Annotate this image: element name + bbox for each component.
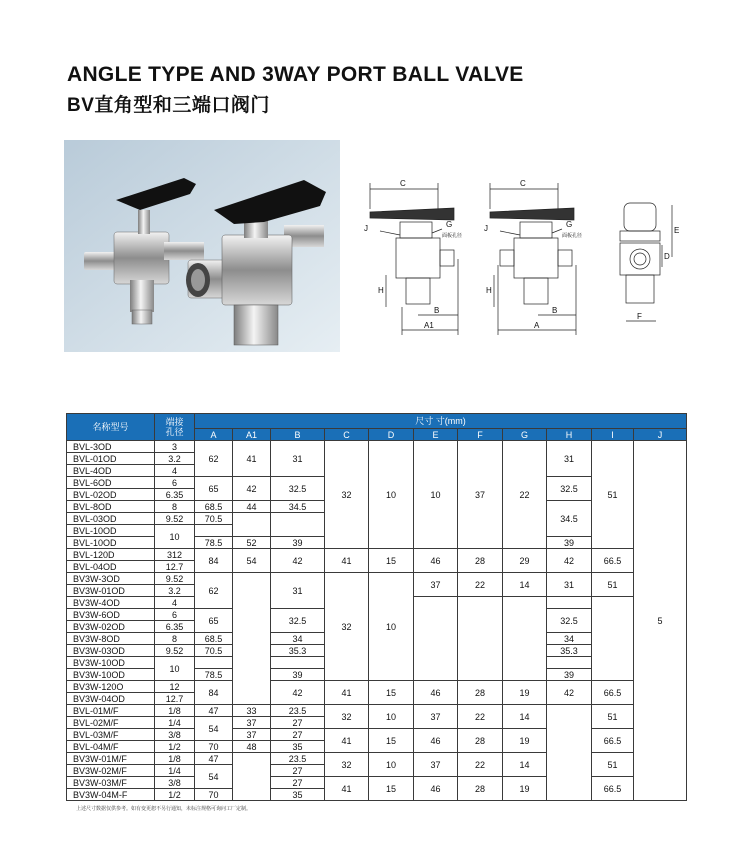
model-cell: BVL-02OD	[67, 489, 155, 501]
b-cell: 39	[271, 669, 325, 681]
port-cell: 3.2	[155, 453, 195, 465]
a-cell: 70.5	[195, 645, 233, 657]
b-cell: 35	[271, 741, 325, 753]
port-cell: 312	[155, 549, 195, 561]
c-cell: 32	[325, 753, 369, 777]
b-cell	[271, 513, 325, 537]
header-port-line1: 端接	[165, 417, 184, 427]
footnote: 上述尺寸数据仅供参考。如有变更恕不另行通知，未标注规格可询问工厂定制。	[76, 806, 252, 812]
dimension-drawings	[362, 175, 692, 345]
model-cell: BVL-04M/F	[67, 741, 155, 753]
j-cell: 5	[634, 441, 687, 801]
d-cell: 15	[369, 777, 414, 801]
model-cell: BVL-10OD	[67, 537, 155, 549]
i-cell: 66.5	[592, 729, 634, 753]
a-cell: 70.5	[195, 513, 233, 525]
e-cell: 46	[414, 777, 458, 801]
e-cell: 46	[414, 729, 458, 753]
model-cell: BVL-03OD	[67, 513, 155, 525]
i-cell: 51	[592, 573, 634, 597]
d-cell: 15	[369, 549, 414, 573]
model-cell: BVL-3OD	[67, 441, 155, 453]
a1-cell: 44	[233, 501, 271, 513]
port-cell: 1/4	[155, 717, 195, 729]
port-cell: 8	[155, 501, 195, 513]
f-cell: 28	[458, 681, 503, 705]
g-cell: 19	[503, 681, 547, 705]
b-cell: 42	[271, 681, 325, 705]
model-cell: BVL-6OD	[67, 477, 155, 489]
g-cell: 19	[503, 729, 547, 753]
h-cell: 35.3	[547, 645, 592, 657]
model-cell: BV3W-03OD	[67, 645, 155, 657]
i-cell: 51	[592, 705, 634, 729]
title-chinese: BV直角型和三端口阀门	[67, 95, 270, 116]
b-cell: 23.5	[271, 705, 325, 717]
d-cell: 10	[369, 441, 414, 549]
label-b-2: B	[552, 306, 558, 315]
a1-cell: 54	[233, 549, 271, 573]
label-j-1: J	[364, 224, 368, 233]
label-c-1: C	[400, 179, 406, 188]
header-g: G	[503, 429, 547, 441]
model-cell: BV3W-01OD	[67, 585, 155, 597]
model-cell: BV3W-04OD	[67, 693, 155, 705]
g-cell: 29	[503, 549, 547, 573]
port-cell: 1/8	[155, 705, 195, 717]
label-b-1: B	[434, 306, 440, 315]
i-cell: 51	[592, 753, 634, 777]
f-cell: 22	[458, 705, 503, 729]
e-cell: 37	[414, 753, 458, 777]
model-cell: BVL-8OD	[67, 501, 155, 513]
model-cell: BVL-10OD	[67, 525, 155, 537]
h-cell: 32.5	[547, 609, 592, 633]
a-cell: 54	[195, 765, 233, 789]
i-cell: 66.5	[592, 681, 634, 705]
header-h: H	[547, 429, 592, 441]
a1-cell: 33	[233, 705, 271, 717]
label-c-2: C	[520, 179, 526, 188]
port-cell: 9.52	[155, 573, 195, 585]
model-cell: BVL-03M/F	[67, 729, 155, 741]
label-orifice-1: 面板孔径	[442, 233, 463, 239]
a-cell: 47	[195, 753, 233, 765]
label-d-3: D	[664, 252, 670, 261]
table-row	[67, 729, 687, 741]
a1-cell	[233, 573, 271, 705]
g-cell: 22	[503, 441, 547, 549]
model-cell: BV3W-01M/F	[67, 753, 155, 765]
header-port	[155, 414, 195, 441]
a-cell: 84	[195, 549, 233, 573]
header-f: F	[458, 429, 503, 441]
c-cell: 41	[325, 549, 369, 573]
g-cell: 14	[503, 753, 547, 777]
port-cell: 4	[155, 597, 195, 609]
header-e: E	[414, 429, 458, 441]
a-cell: 62	[195, 441, 233, 477]
b-cell: 39	[271, 537, 325, 549]
b-cell: 27	[271, 777, 325, 789]
table-row	[67, 705, 687, 717]
model-cell: BV3W-3OD	[67, 573, 155, 585]
model-cell: BV3W-8OD	[67, 633, 155, 645]
b-cell: 27	[271, 717, 325, 729]
port-cell: 12.7	[155, 561, 195, 573]
port-cell: 6.35	[155, 489, 195, 501]
h-cell: 34.5	[547, 501, 592, 537]
label-g-1: G	[446, 220, 453, 229]
c-cell: 32	[325, 441, 369, 549]
a-cell: 65	[195, 609, 233, 633]
model-cell: BVL-4OD	[67, 465, 155, 477]
product-photo	[64, 140, 340, 352]
b-cell: 27	[271, 765, 325, 777]
i-cell: 66.5	[592, 549, 634, 573]
a1-cell	[233, 513, 271, 537]
model-cell: BVL-01M/F	[67, 705, 155, 717]
port-cell: 9.52	[155, 513, 195, 525]
h-cell: 42	[547, 681, 592, 705]
h-cell: 31	[547, 573, 592, 597]
port-cell: 3/8	[155, 729, 195, 741]
table-row	[67, 753, 687, 765]
f-cell: 22	[458, 753, 503, 777]
model-cell: BVL-02M/F	[67, 717, 155, 729]
a1-cell: 42	[233, 477, 271, 501]
port-cell: 12.7	[155, 693, 195, 705]
a1-cell: 48	[233, 741, 271, 753]
a1-cell: 41	[233, 441, 271, 477]
h-cell: 32.5	[547, 477, 592, 501]
header-a: A	[195, 429, 233, 441]
port-cell: 6.35	[155, 621, 195, 633]
port-cell: 6	[155, 609, 195, 621]
a1-cell: 37	[233, 717, 271, 729]
c-cell: 32	[325, 573, 369, 681]
g-cell: 14	[503, 573, 547, 597]
d-cell: 10	[369, 753, 414, 777]
i-cell	[592, 597, 634, 681]
b-cell: 34	[271, 633, 325, 645]
header-b: B	[271, 429, 325, 441]
b-cell: 23.5	[271, 753, 325, 765]
h-cell: 39	[547, 537, 592, 549]
port-cell: 4	[155, 465, 195, 477]
label-orifice-2: 面板孔径	[562, 233, 583, 239]
model-cell: BVL-01OD	[67, 453, 155, 465]
f-cell: 28	[458, 777, 503, 801]
h-cell: 34	[547, 633, 592, 645]
d-cell: 10	[369, 705, 414, 729]
header-j: J	[634, 429, 687, 441]
title-english: ANGLE TYPE AND 3WAY PORT BALL VALVE	[67, 63, 524, 86]
a-cell	[195, 657, 233, 669]
port-cell: 10	[155, 525, 195, 549]
b-cell: 42	[271, 549, 325, 573]
h-cell: 42	[547, 549, 592, 573]
f-cell	[458, 597, 503, 681]
b-cell: 35	[271, 789, 325, 801]
port-cell: 3/8	[155, 777, 195, 789]
e-cell: 37	[414, 573, 458, 597]
header-port-line2: 孔径	[165, 427, 184, 437]
a-cell: 78.5	[195, 669, 233, 681]
d-cell: 15	[369, 681, 414, 705]
label-g-2: G	[566, 220, 573, 229]
a-cell: 62	[195, 573, 233, 609]
i-cell: 66.5	[592, 777, 634, 801]
g-cell: 19	[503, 777, 547, 801]
port-cell: 3.2	[155, 585, 195, 597]
c-cell: 41	[325, 729, 369, 753]
label-f-3: F	[637, 312, 642, 321]
e-cell: 46	[414, 549, 458, 573]
label-h-2: H	[486, 286, 492, 295]
b-cell: 35.3	[271, 645, 325, 657]
d-cell: 10	[369, 573, 414, 681]
a-cell: 65	[195, 477, 233, 501]
a-cell	[195, 525, 233, 537]
model-cell: BV3W-04M-F	[67, 789, 155, 801]
port-cell: 1/4	[155, 765, 195, 777]
model-cell: BV3W-02OD	[67, 621, 155, 633]
a-cell: 68.5	[195, 501, 233, 513]
port-cell: 9.52	[155, 645, 195, 657]
i-cell: 51	[592, 441, 634, 549]
b-cell: 32.5	[271, 609, 325, 633]
h-cell	[547, 597, 592, 609]
model-cell: BV3W-10OD	[67, 657, 155, 669]
a-cell: 70	[195, 789, 233, 801]
header-a1: A1	[233, 429, 271, 441]
a-cell: 47	[195, 705, 233, 717]
model-cell: BV3W-03M/F	[67, 777, 155, 789]
c-cell: 41	[325, 777, 369, 801]
c-cell: 32	[325, 705, 369, 729]
f-cell: 22	[458, 573, 503, 597]
model-cell: BV3W-120O	[67, 681, 155, 693]
h-cell	[547, 657, 592, 669]
port-cell: 1/8	[155, 753, 195, 765]
f-cell: 28	[458, 549, 503, 573]
header-model: 名称型号	[67, 414, 155, 441]
model-cell: BV3W-6OD	[67, 609, 155, 621]
e-cell: 46	[414, 681, 458, 705]
table-row	[67, 681, 687, 693]
model-cell: BVL-04OD	[67, 561, 155, 573]
port-cell: 3	[155, 441, 195, 453]
dimensions-table	[66, 413, 687, 801]
d-cell: 15	[369, 729, 414, 753]
b-cell: 27	[271, 729, 325, 741]
a1-cell: 52	[233, 537, 271, 549]
b-cell: 31	[271, 441, 325, 477]
label-j-2: J	[484, 224, 488, 233]
header-c: C	[325, 429, 369, 441]
h-cell	[547, 705, 592, 801]
table-row	[67, 573, 687, 585]
model-cell: BV3W-10OD	[67, 669, 155, 681]
g-cell: 14	[503, 705, 547, 729]
h-cell: 31	[547, 441, 592, 477]
h-cell: 39	[547, 669, 592, 681]
table-row	[67, 549, 687, 561]
a-cell: 84	[195, 681, 233, 705]
port-cell: 1/2	[155, 789, 195, 801]
model-cell: BV3W-4OD	[67, 597, 155, 609]
f-cell: 37	[458, 441, 503, 549]
model-cell: BV3W-02M/F	[67, 765, 155, 777]
label-h-1: H	[378, 286, 384, 295]
port-cell: 8	[155, 633, 195, 645]
a-cell: 78.5	[195, 537, 233, 549]
b-cell: 31	[271, 573, 325, 609]
label-a1-1: A1	[424, 321, 434, 330]
e-cell: 37	[414, 705, 458, 729]
table-row	[67, 777, 687, 789]
table-row	[67, 441, 687, 453]
b-cell: 32.5	[271, 477, 325, 501]
f-cell: 28	[458, 729, 503, 753]
header-d: D	[369, 429, 414, 441]
header-dimensions: 尺寸 寸(mm)	[195, 414, 687, 429]
a1-cell: 37	[233, 729, 271, 741]
a-cell: 68.5	[195, 633, 233, 645]
b-cell: 34.5	[271, 501, 325, 513]
port-cell: 1/2	[155, 741, 195, 753]
label-e-3: E	[674, 226, 680, 235]
e-cell: 10	[414, 441, 458, 549]
label-a-2: A	[534, 321, 540, 330]
c-cell: 41	[325, 681, 369, 705]
a1-cell	[233, 753, 271, 801]
header-i: I	[592, 429, 634, 441]
port-cell: 10	[155, 657, 195, 681]
port-cell: 6	[155, 477, 195, 489]
a-cell: 70	[195, 741, 233, 753]
port-cell: 12	[155, 681, 195, 693]
model-cell: BVL-120D	[67, 549, 155, 561]
a-cell: 54	[195, 717, 233, 741]
b-cell	[271, 657, 325, 669]
e-cell	[414, 597, 458, 681]
g-cell	[503, 597, 547, 681]
